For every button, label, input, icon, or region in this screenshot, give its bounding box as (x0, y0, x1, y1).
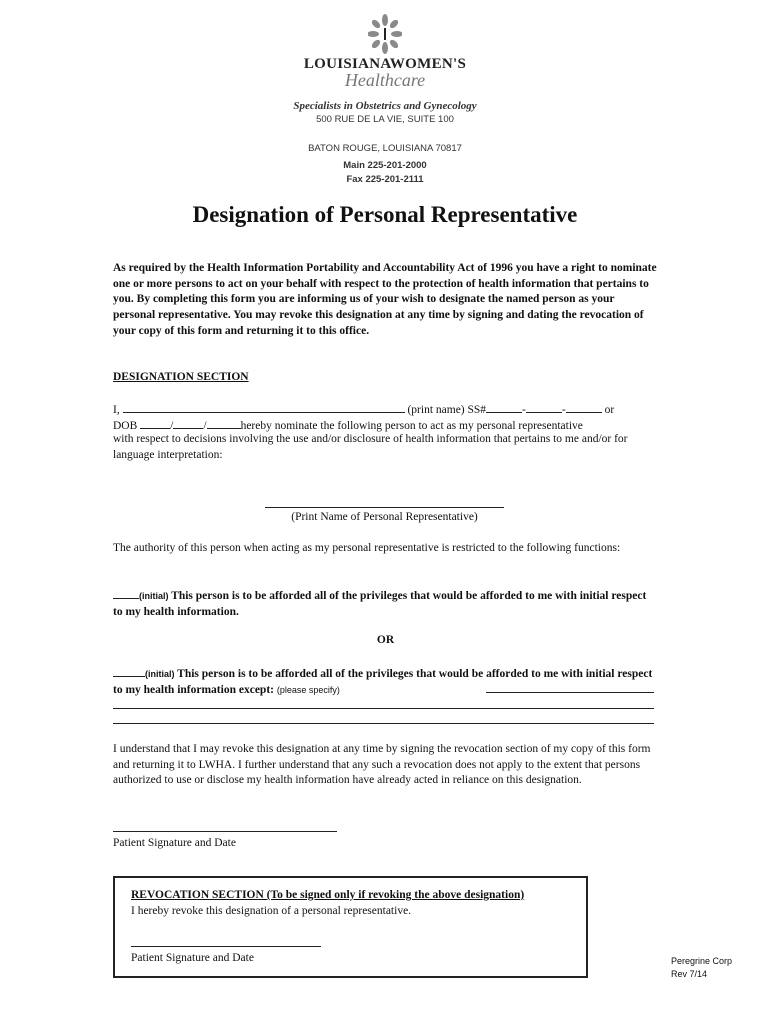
dob-year-field[interactable] (207, 417, 241, 429)
nominate-text-2: with respect to decisions involving the use and/or disclosure of health information that pertains to me and/or for language interpretation: (113, 433, 628, 461)
revocation-signature-label: Patient Signature and Date (131, 952, 254, 964)
designation-heading: DESIGNATION SECTION (113, 371, 249, 383)
option-2-text: This person is to be afforded all of the privileges that would be afforded to me with initial respect to my health information except: (113, 668, 653, 696)
initial-label-1: (initial) (139, 591, 169, 601)
footer-line-2: Rev 7/14 (671, 969, 708, 979)
except-field-2[interactable] (113, 708, 654, 709)
print-name-label: (print name) SS# (407, 404, 487, 416)
option-2 (113, 665, 658, 698)
dob-day-field[interactable] (173, 417, 203, 429)
ssn-field-1[interactable] (486, 401, 522, 413)
patient-signature-field[interactable] (113, 831, 337, 832)
address-line-2: BATON ROUGE, LOUISIANA 70817 (308, 143, 462, 154)
footer-line-1: Peregrine Corp (671, 956, 733, 966)
or-label: or (604, 404, 615, 416)
rep-name-field[interactable] (265, 507, 504, 508)
nominate-text: hereby nominate the following person to act as my personal representative (240, 420, 583, 432)
revocation-text: I hereby revoke this designation of a personal representative. (131, 905, 412, 917)
revocation-signature-field[interactable] (131, 946, 321, 947)
ssn-field-2[interactable] (526, 401, 562, 413)
brand-name: LOUISIANAWOMEN'S (303, 56, 467, 72)
dob-month-field[interactable] (140, 417, 170, 429)
initial-field-1[interactable] (113, 587, 139, 599)
name-ssn-row: I, (print name) SS# - - or (113, 401, 658, 419)
patient-signature-label: Patient Signature and Date (113, 837, 236, 849)
rep-name-caption: (Print Name of Personal Representative) (291, 511, 478, 523)
or-divider: OR (376, 634, 395, 646)
flower-logo-icon (368, 14, 402, 54)
main-phone: Main 225-201-2000 (343, 160, 427, 171)
initial-label-2: (initial) (145, 669, 175, 679)
dob-row: DOB / / hereby nominate the following person to act as my personal representative (113, 417, 658, 435)
i-label: I, (113, 404, 120, 416)
brand-subtitle: Healthcare (344, 70, 426, 90)
revoke-understanding: I understand that I may revoke this designation at any time by signing the revocation section of my copy of this form and returning it to LWHA. I further understand that any such a revocation does not apply to the extent that persons authorized to use or disclose my health information have already acted in reliance on this designation. (113, 743, 651, 787)
page-title: Designation of Personal Representative (192, 202, 578, 227)
intro-paragraph: As required by the Health Information Portability and Accountability Act of 1996 you have a right to nominate one or more persons to act on your behalf with respect to the protection of health information that pertains to you. By completing this form you are informing us of your wish to designate the named person as your personal representative. You may revoke this designation at any time by signing and dating the revocation of your copy of this form and returning it to this office. (113, 262, 657, 337)
option-1-text: This person is to be afforded all of the privileges that would be afforded to me with initial respect to my health information. (113, 590, 647, 618)
address-line-1: 500 RUE DE LA VIE, SUITE 100 (316, 114, 454, 125)
ssn-field-3[interactable] (566, 401, 602, 413)
option-1 (113, 587, 658, 620)
footer-info (671, 955, 732, 981)
name-field[interactable] (123, 401, 405, 413)
please-specify-label: (please specify) (276, 684, 340, 695)
tagline: Specialists in Obstetrics and Gynecology (293, 100, 477, 112)
dob-label: DOB (113, 420, 138, 432)
except-field-1[interactable] (486, 692, 654, 693)
initial-field-2[interactable] (113, 665, 145, 677)
revocation-heading: REVOCATION SECTION (To be signed only if revoking the above designation) (131, 889, 525, 901)
fax-number: Fax 225-201-2111 (346, 174, 424, 185)
except-field-3[interactable] (113, 723, 654, 724)
authority-text: The authority of this person when acting as my personal representative is restricted to the following functions: (113, 542, 621, 554)
